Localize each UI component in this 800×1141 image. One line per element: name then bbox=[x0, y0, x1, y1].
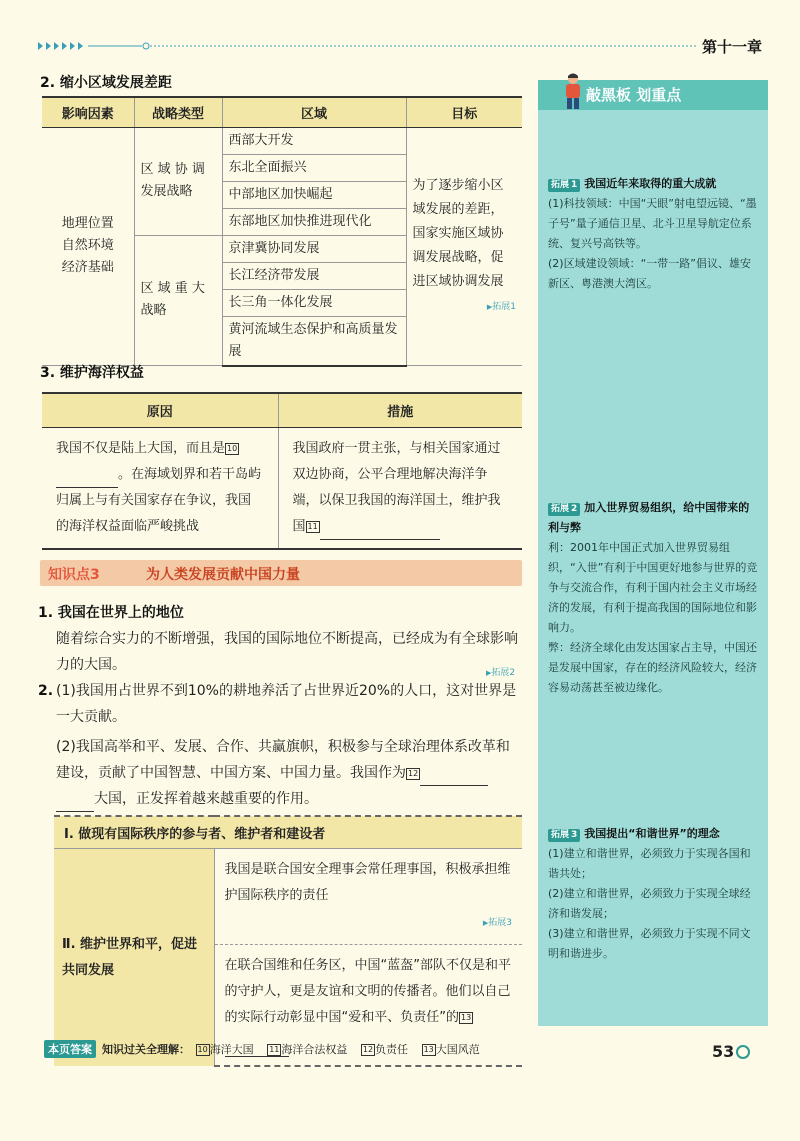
factor: 经济基础 bbox=[61, 260, 114, 276]
col-header: 措施 bbox=[278, 393, 522, 427]
blank-12a[interactable] bbox=[420, 772, 488, 786]
extension-text: (1)建立和谐世界，必须致力于实现各国和谐共处； bbox=[548, 847, 751, 880]
answers-tag: 本页答案 bbox=[44, 1040, 96, 1058]
row2-text: 在联合国维和任务区，中国“蓝盔”部队不仅是和平的守护人，更是友谊和文明的传播者。他们以自己的实际行动彰显中国“爱和平、负责任”的 bbox=[224, 958, 511, 1025]
answer-number-box: 13 bbox=[423, 1045, 434, 1054]
extension-text: (3)建立和谐世界，必须致力于实现不同文明和谐进步。 bbox=[548, 927, 751, 960]
clock-icon bbox=[736, 1045, 750, 1059]
knowledge-point-banner bbox=[40, 560, 522, 586]
answer-number-box: 11 bbox=[307, 521, 318, 531]
col-header: 影响因素 bbox=[42, 97, 134, 127]
extension-2 bbox=[548, 498, 758, 698]
region-cell: 东北全面振兴 bbox=[222, 154, 406, 181]
table-header: Ⅰ. 做现有国际秩序的参与者、维护者和建设者 bbox=[54, 816, 522, 849]
col-header: 目标 bbox=[406, 97, 522, 127]
extension-text: 利：2001年中国正式加入世界贸易组织，“入世”有利于中国更好地参与世界的竞争与交流合作，有利于国内社会主义市场经济的发展，有利于提高我国的国际地位和影响力。 bbox=[548, 541, 758, 634]
answer-number-box: 10 bbox=[197, 1045, 208, 1054]
extension-tag[interactable]: ▶ 拓展2 bbox=[486, 665, 515, 678]
factor: 地理位置 bbox=[61, 216, 114, 232]
reason-text: 我国不仅是陆上大国，而且是 bbox=[56, 440, 226, 456]
region-cell: 长江经济带发展 bbox=[222, 262, 406, 289]
extension-1 bbox=[548, 174, 758, 294]
answer-number-box: 10 bbox=[227, 443, 238, 453]
section-title-2: 2. 缩小区域发展差距 bbox=[40, 75, 172, 91]
col-header: 区域 bbox=[222, 97, 406, 127]
extension-text: (2)区域建设领域：“一带一路”倡议、雄安新区、粤港澳大湾区。 bbox=[548, 257, 751, 290]
answer-item: 负责任 bbox=[375, 1043, 409, 1056]
reason-text: 。在海域划界和若干岛屿归属上与有关国家存在争议，我国的海洋权益面临严峻挑战 bbox=[56, 466, 262, 534]
extension-3 bbox=[548, 824, 758, 964]
answer-number-box: 12 bbox=[362, 1045, 374, 1054]
reason-cell bbox=[42, 427, 278, 549]
strategy-cell bbox=[134, 235, 222, 366]
strategy-cell bbox=[134, 127, 222, 235]
point-2-text1: (1)我国用占世界不到10%的耕地养活了占世界近20%的人口，这对世界是一大贡献。 bbox=[56, 683, 517, 725]
col-header: 战略类型 bbox=[134, 97, 222, 127]
col-header: 原因 bbox=[42, 393, 278, 427]
answer-item: 海洋合法权益 bbox=[281, 1043, 348, 1056]
point-2-number: 2. bbox=[38, 683, 54, 699]
strategy-line: 战略 bbox=[140, 303, 167, 319]
goal-cell bbox=[406, 127, 522, 366]
knowledge-point-title: 为人类发展贡献中国力量 bbox=[146, 567, 300, 583]
point-1-body: 随着综合实力的不断增强，我国的国际地位不断提高，已经成为有全球影响力的大国。 bbox=[56, 631, 518, 673]
sidebar-title: 敲黑板 划重点 bbox=[586, 86, 682, 104]
answers-label: 知识过关全理解： bbox=[102, 1043, 190, 1056]
factor: 自然环境 bbox=[61, 238, 114, 254]
extension-tag[interactable]: ▶ 拓展1 bbox=[487, 295, 516, 319]
point-title-1: 1. 我国在世界上的地位 bbox=[38, 605, 184, 621]
answer-item: 大国风范 bbox=[435, 1043, 480, 1056]
region-cell: 西部大开发 bbox=[222, 127, 406, 154]
blank-10[interactable] bbox=[56, 474, 118, 488]
factor-cell bbox=[42, 127, 134, 366]
region-cell: 黄河流域生态保护和高质量发展 bbox=[222, 316, 406, 366]
person-icon bbox=[560, 72, 586, 110]
goal-text: 为了逐步缩小区域发展的差距，国家实施区域协调发展战略，促进区域协调发展 bbox=[412, 177, 504, 289]
blank-12b[interactable] bbox=[56, 798, 94, 812]
extension-text: (2)建立和谐世界，必须致力于实现全球经济和谐发展； bbox=[548, 887, 751, 920]
measure-cell bbox=[278, 427, 522, 549]
region-cell: 中部地区加快崛起 bbox=[222, 181, 406, 208]
header-decoration-line bbox=[38, 40, 698, 52]
chapter-title: 第十一章 bbox=[702, 38, 763, 56]
extension-text: (1)科技领域：中国“天眼”射电望远镜、“墨子号”量子通信卫星、北斗卫星导航定位系统、复兴号高铁等。 bbox=[548, 197, 757, 250]
row1-text: 我国是联合国安全理事会常任理事国，积极承担维护国际秩序的责任 bbox=[224, 862, 511, 903]
extension-tag[interactable]: ▶ 拓展3 bbox=[483, 910, 512, 936]
page-answers bbox=[44, 1040, 480, 1058]
extension-text: 弊：经济全球化由发达国家占主导，中国还是发展中国家，存在的经济风险较大，经济容易动荡甚至被边缘化。 bbox=[548, 641, 757, 694]
blank-11[interactable] bbox=[320, 526, 440, 540]
extension-title: 我国提出“和谐世界”的理念 bbox=[584, 827, 720, 840]
page-number bbox=[712, 1042, 750, 1061]
extension-title: 我国近年来取得的重大成就 bbox=[584, 177, 717, 190]
strategy-line: 发展战略 bbox=[140, 184, 193, 199]
point-2-block bbox=[38, 678, 522, 812]
extension-badge: 拓展 1 bbox=[548, 179, 580, 192]
knowledge-point-label: 知识点3 bbox=[48, 567, 100, 583]
region-cell: 京津冀协同发展 bbox=[222, 235, 406, 262]
international-order-table bbox=[54, 815, 522, 1067]
row-label: Ⅱ. 维护世界和平，促进共同发展 bbox=[54, 849, 214, 1067]
table-cell bbox=[214, 849, 522, 945]
point-2-text3: 大国，正发挥着越来越重要的作用。 bbox=[94, 791, 318, 807]
answer-number-box: 12 bbox=[408, 769, 419, 778]
region-cell: 东部地区加快推进现代化 bbox=[222, 208, 406, 235]
answer-item: 海洋大国 bbox=[209, 1043, 254, 1056]
extension-badge: 拓展 3 bbox=[548, 829, 580, 842]
region-cell: 长三角一体化发展 bbox=[222, 289, 406, 316]
answer-number-box: 13 bbox=[460, 1013, 472, 1022]
point-2-text2: (2)我国高举和平、发展、合作、共赢旗帜，积极参与全球治理体系改革和建设，贡献了中国智慧、中国方案、中国力量。我国作为 bbox=[56, 739, 510, 781]
page-number-text: 53 bbox=[712, 1042, 735, 1061]
point-1-text bbox=[56, 626, 522, 678]
extension-title: 加入世界贸易组织，给中国带来的利与弊 bbox=[548, 501, 750, 534]
region-strategy-table bbox=[42, 96, 522, 367]
measure-text: 我国政府一贯主张，与相关国家通过双边协商，公平合理地解决海洋争端，以保卫我国的海洋国土，维护我国 bbox=[292, 440, 501, 534]
strategy-line: 区 域 协 调 bbox=[140, 162, 205, 177]
section-title-3: 3. 维护海洋权益 bbox=[40, 365, 144, 381]
ocean-rights-table bbox=[42, 392, 522, 550]
extension-badge: 拓展 2 bbox=[548, 503, 580, 516]
strategy-line: 区 域 重 大 bbox=[140, 281, 205, 297]
answer-number-box: 11 bbox=[269, 1045, 280, 1054]
